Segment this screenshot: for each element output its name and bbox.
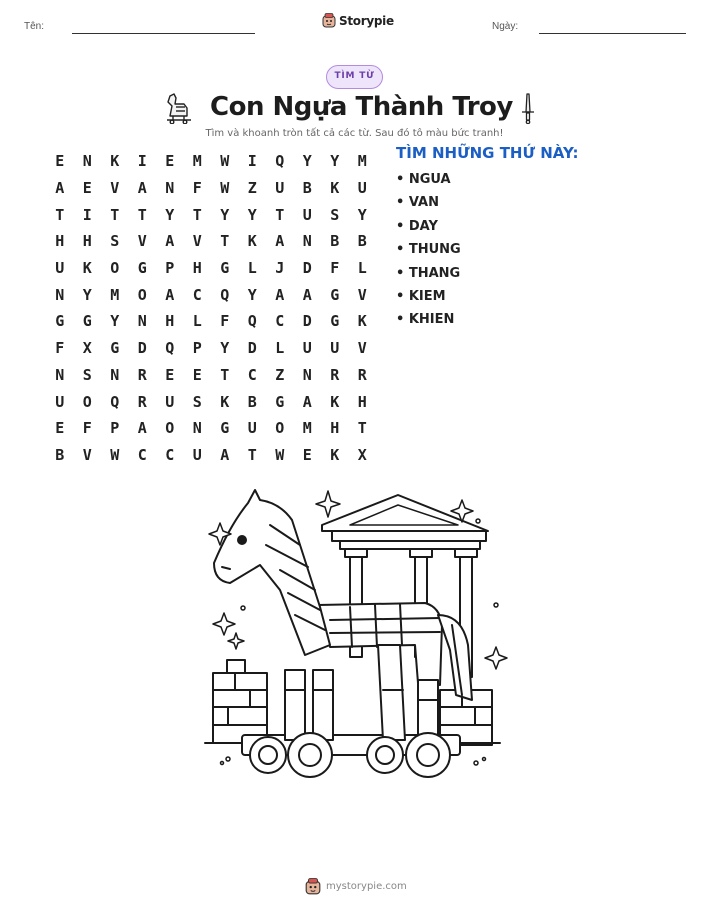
grid-letter: G [220, 419, 230, 438]
grid-letter: N [137, 312, 147, 331]
trojan-horse-icon [164, 92, 194, 124]
grid-letter: W [110, 445, 120, 464]
grid-row [46, 335, 376, 362]
grid-letter: T [192, 205, 202, 224]
grid-letter: A [302, 392, 312, 411]
grid-letter: B [247, 392, 257, 411]
grid-letter: H [82, 232, 92, 251]
activity-badge: TÌM TỪ [326, 65, 383, 89]
grid-letter: C [247, 365, 257, 384]
grid-letter: T [357, 419, 367, 438]
grid-letter: Y [330, 152, 340, 171]
grid-letter: A [165, 285, 175, 304]
word-list-heading: TÌM NHỮNG THỨ NÀY: [396, 144, 579, 162]
grid-letter: X [357, 445, 367, 464]
grid-letter: A [275, 232, 285, 251]
grid-letter: K [330, 392, 340, 411]
grid-letter: V [110, 179, 120, 198]
grid-letter: U [247, 419, 257, 438]
grid-letter: L [192, 312, 202, 331]
grid-letter: K [82, 259, 92, 278]
grid-letter: F [55, 339, 65, 358]
footer-url: mystorypie.com [326, 881, 407, 892]
grid-letter: D [302, 259, 312, 278]
storypie-mascot-icon [322, 13, 336, 28]
grid-letter: H [330, 419, 340, 438]
instructions: Tìm và khoanh tròn tất cả các từ. Sau đó tô màu bức tranh! [205, 128, 504, 139]
grid-letter: W [220, 152, 230, 171]
grid-letter: Y [357, 205, 367, 224]
word-list-item: • KHIEN [396, 312, 455, 328]
grid-letter: T [247, 445, 257, 464]
grid-letter: P [165, 259, 175, 278]
footer [305, 878, 407, 895]
grid-letter: Y [110, 312, 120, 331]
grid-letter: C [275, 312, 285, 331]
grid-letter: X [82, 339, 92, 358]
grid-letter: F [82, 419, 92, 438]
grid-letter: A [137, 419, 147, 438]
grid-letter: A [220, 445, 230, 464]
word-list-item: • THANG [396, 265, 461, 281]
grid-letter: Y [247, 285, 257, 304]
grid-letter: A [275, 285, 285, 304]
grid-letter: G [220, 259, 230, 278]
grid-letter: N [165, 179, 175, 198]
grid-letter: I [82, 205, 92, 224]
grid-letter: R [137, 365, 147, 384]
grid-letter: A [165, 232, 175, 251]
grid-letter: G [137, 259, 147, 278]
grid-letter: K [357, 312, 367, 331]
grid-letter: C [137, 445, 147, 464]
grid-letter: Y [220, 205, 230, 224]
word-list-item: • THUNG [396, 242, 461, 258]
grid-letter: D [137, 339, 147, 358]
grid-letter: E [302, 445, 312, 464]
grid-letter: Y [302, 152, 312, 171]
brand-name: Storypie [339, 13, 394, 28]
grid-letter: Y [165, 205, 175, 224]
grid-row [46, 308, 376, 335]
grid-letter: I [137, 152, 147, 171]
date-label: Ngày: [492, 21, 519, 32]
grid-letter: Y [247, 205, 257, 224]
grid-letter: U [330, 339, 340, 358]
grid-letter: V [192, 232, 202, 251]
grid-letter: U [165, 392, 175, 411]
grid-letter: S [330, 205, 340, 224]
grid-letter: G [110, 339, 120, 358]
grid-letter: V [357, 285, 367, 304]
grid-letter: A [137, 179, 147, 198]
grid-letter: T [220, 232, 230, 251]
grid-letter: S [110, 232, 120, 251]
grid-letter: J [275, 259, 285, 278]
grid-letter: L [247, 259, 257, 278]
word-search-grid [46, 148, 376, 468]
grid-letter: O [110, 259, 120, 278]
grid-letter: F [330, 259, 340, 278]
grid-letter: G [55, 312, 65, 331]
grid-letter: U [55, 392, 65, 411]
grid-letter: Z [247, 179, 257, 198]
grid-letter: B [357, 232, 367, 251]
grid-letter: N [302, 232, 312, 251]
grid-letter: T [275, 205, 285, 224]
grid-letter: T [55, 205, 65, 224]
grid-letter: N [302, 365, 312, 384]
grid-letter: M [192, 152, 202, 171]
grid-letter: A [302, 285, 312, 304]
grid-letter: K [330, 179, 340, 198]
grid-letter: M [302, 419, 312, 438]
grid-letter: U [55, 259, 65, 278]
brand-logo [322, 13, 394, 28]
grid-letter: V [137, 232, 147, 251]
grid-letter: U [192, 445, 202, 464]
grid-letter: U [275, 179, 285, 198]
grid-letter: E [82, 179, 92, 198]
trojan-horse-coloring-illustration [200, 485, 510, 785]
word-list-item: • KIEM [396, 288, 446, 304]
grid-letter: F [220, 312, 230, 331]
grid-row [46, 415, 376, 442]
grid-letter: O [82, 392, 92, 411]
grid-letter: N [110, 365, 120, 384]
grid-letter: R [137, 392, 147, 411]
grid-letter: G [330, 312, 340, 331]
grid-letter: Q [275, 152, 285, 171]
grid-letter: F [192, 179, 202, 198]
grid-row [46, 175, 376, 202]
grid-letter: G [330, 285, 340, 304]
grid-letter: T [110, 205, 120, 224]
grid-letter: E [192, 365, 202, 384]
grid-letter: E [165, 365, 175, 384]
grid-letter: N [55, 365, 65, 384]
grid-letter: O [137, 285, 147, 304]
grid-letter: K [110, 152, 120, 171]
grid-letter: P [192, 339, 202, 358]
date-line [539, 33, 686, 34]
name-label: Tên: [24, 21, 45, 32]
grid-letter: H [55, 232, 65, 251]
grid-letter: H [165, 312, 175, 331]
name-line [72, 33, 255, 34]
grid-letter: W [220, 179, 230, 198]
grid-letter: W [275, 445, 285, 464]
grid-letter: B [302, 179, 312, 198]
grid-row [46, 201, 376, 228]
grid-letter: T [220, 365, 230, 384]
grid-letter: N [192, 419, 202, 438]
grid-letter: T [137, 205, 147, 224]
grid-letter: M [110, 285, 120, 304]
grid-letter: S [192, 392, 202, 411]
grid-letter: U [302, 339, 312, 358]
grid-letter: Q [165, 339, 175, 358]
grid-letter: V [82, 445, 92, 464]
page-title: Con Ngựa Thành Troy [210, 92, 513, 122]
grid-letter: A [55, 179, 65, 198]
grid-letter: U [302, 205, 312, 224]
grid-letter: Y [82, 285, 92, 304]
grid-letter: N [55, 285, 65, 304]
grid-row [46, 388, 376, 415]
grid-letter: O [275, 419, 285, 438]
grid-letter: C [192, 285, 202, 304]
grid-letter: L [357, 259, 367, 278]
grid-letter: H [192, 259, 202, 278]
word-list [396, 172, 461, 336]
grid-letter: G [82, 312, 92, 331]
grid-letter: E [165, 152, 175, 171]
grid-letter: Z [275, 365, 285, 384]
grid-letter: Q [110, 392, 120, 411]
word-list-item: • NGUA [396, 172, 451, 187]
grid-row [46, 442, 376, 469]
grid-row [46, 148, 376, 175]
grid-letter: B [55, 445, 65, 464]
grid-letter: V [357, 339, 367, 358]
grid-letter: H [357, 392, 367, 411]
grid-letter: D [302, 312, 312, 331]
grid-row [46, 281, 376, 308]
grid-letter: Q [247, 312, 257, 331]
grid-row [46, 228, 376, 255]
grid-letter: R [330, 365, 340, 384]
grid-letter: G [275, 392, 285, 411]
grid-letter: K [220, 392, 230, 411]
grid-letter: P [110, 419, 120, 438]
word-list-item: • VAN [396, 195, 439, 211]
storypie-mascot-icon [305, 878, 321, 895]
grid-letter: S [82, 365, 92, 384]
grid-letter: I [247, 152, 257, 171]
grid-letter: E [55, 152, 65, 171]
grid-letter: B [330, 232, 340, 251]
grid-letter: N [82, 152, 92, 171]
grid-letter: L [275, 339, 285, 358]
grid-row [46, 362, 376, 389]
grid-letter: Q [220, 285, 230, 304]
grid-letter: C [165, 445, 175, 464]
grid-letter: K [330, 445, 340, 464]
grid-letter: E [55, 419, 65, 438]
grid-letter: U [357, 179, 367, 198]
grid-letter: K [247, 232, 257, 251]
word-list-item: • DAY [396, 218, 438, 234]
grid-letter: D [247, 339, 257, 358]
grid-letter: O [165, 419, 175, 438]
sword-icon [519, 92, 537, 124]
grid-letter: R [357, 365, 367, 384]
grid-letter: Y [220, 339, 230, 358]
grid-row [46, 255, 376, 282]
grid-letter: M [357, 152, 367, 171]
